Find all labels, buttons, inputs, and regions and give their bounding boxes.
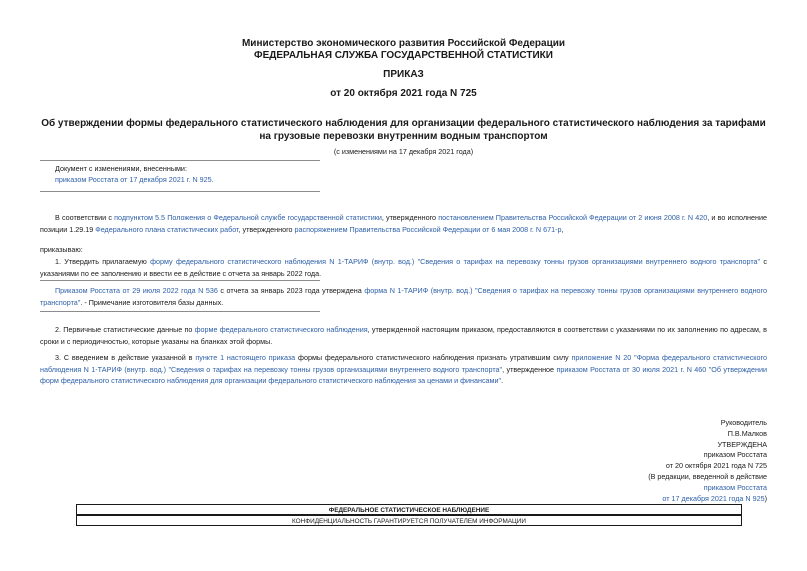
approval-close: ) [764,493,767,503]
item-3-text: , утвержденное [502,364,557,374]
signature-name: П.В.Малков [727,428,767,438]
item-3-text: 3. С введением в действие указанной в [55,353,196,362]
signature-role: Руководитель [720,418,767,427]
approval-by: приказом Росстата [703,450,767,460]
preamble-text: , и во исполнение позиции 1.29.19 [40,213,767,234]
approval-date: от 20 октября 2021 года N 725 [665,461,767,471]
preamble-text: В соответствии с [55,213,115,222]
note-bottom-rule [40,311,320,312]
item-3-paragraph [40,352,767,387]
note-top-rule [40,280,320,281]
approval-link-date[interactable]: от 17 декабря 2021 года N 925 [662,493,765,503]
note-order-link[interactable]: Приказом Росстата от 29 июля 2022 года N 536 [55,286,218,295]
preamble-text: , утвержденного [381,213,439,222]
item-3-appendix-link[interactable]: приложение N 20 "Форма федерального статистического наблюдения N 1-ТАРИФ (внутр. вод.) "Сведения о тарифах на перевозку тонны грузов организациями внутреннего водного транспорта" [40,353,767,374]
page-title: Об утверждении формы федерального статистического наблюдения для организации федерального статистического наблюдения за тарифами на грузовые перевозки внутренним водным транспортом [41,118,766,142]
item-3-order-link[interactable]: приказом Росстата от 30 июля 2021 г. N 460 "Об утверждении форм федерального статистического наблюдения для организации федерального статистического наблюдения за ценами и финансами" [40,364,767,385]
form-header-row-1: ФЕДЕРАЛЬНОЕ СТАТИСТИЧЕСКОЕ НАБЛЮДЕНИЕ [76,504,742,515]
approval-link-order[interactable]: приказом Росстата [703,482,767,492]
item-2-form-link[interactable]: форме федерального статистического наблюдения [194,325,368,334]
preamble-link-order[interactable]: распоряжением Правительства Российской Федерации от 6 мая 2008 г. N 671-р [294,224,562,234]
changes-label: Документ с изменениями, внесенными: [55,164,187,173]
note-form-link[interactable]: форма N 1-ТАРИФ (внутр. вод.) "Сведения о тарифах на перевозку тонны грузов организациями внутреннего водного транспорта" [40,286,767,307]
item-2-text: , утвержденной настоящим приказом, предоставляются в соответствии с указаниями по их заполнению по адресам, в сроки и с периодичностью, которые указаны на бланках этой формы. [40,325,767,346]
doc-type: ПРИКАЗ [383,69,424,80]
preamble-text: , утвержденного [238,224,295,234]
preamble-link-decree[interactable]: постановлением Правительства Российской Федерации от 2 июня 2008 г. N 420 [438,213,708,222]
item-1-paragraph [40,256,767,279]
signature-block [648,418,767,504]
item-1-text: с указаниями по ее заполнению и ввести ее в действие с отчета за январь 2022 года. [40,257,767,278]
form-header-row-2: КОНФИДЕНЦИАЛЬНОСТЬ ГАРАНТИРУЕТСЯ ПОЛУЧАТЕЛЕМ ИНФОРМАЦИИ [76,515,742,526]
changes-bottom-rule [40,191,320,192]
editor-note [40,285,767,308]
item-1-form-link[interactable]: форму федерального статистического наблюдения N 1-ТАРИФ (внутр. вод.) "Сведения о тарифах на перевозку тонны грузов организациями внутреннего водного транспорта" [150,257,761,266]
approval-approved: УТВЕРЖДЕНА [717,439,767,449]
item-1-text: 1. Утвердить прилагаемую [55,257,151,266]
item-3-clause-link[interactable]: пункте 1 настоящего приказа [195,353,296,362]
item-2-paragraph [40,324,767,347]
note-text: с отчета за январь 2023 года утверждена [217,286,365,295]
changes-link[interactable]: приказом Росстата от 17 декабря 2021 г. N 925. [55,175,214,184]
note-text: . - Примечание изготовителя базы данных. [80,297,224,307]
order-word: приказываю: [40,245,83,254]
item-3-text: . [501,376,504,385]
service-name: ФЕДЕРАЛЬНАЯ СЛУЖБА ГОСУДАРСТВЕННОЙ СТАТИСТИКИ [254,50,553,61]
changes-top-rule [40,160,320,161]
amendment-note: (с изменениями на 17 декабря 2021 года) [333,147,474,156]
item-2-text: 2. Первичные статистические данные по [55,325,195,334]
preamble-link-regulation[interactable]: подпунктом 5.5 Положения о Федеральной службе государственной статистики [114,213,382,222]
doc-date-number: от 20 октября 2021 года N 725 [330,88,477,99]
approval-edition: (В редакции, введенной в действие [648,471,767,481]
preamble-text: , [561,224,564,234]
ministry-name: Министерство экономического развития Российской Федерации [241,38,566,49]
item-3-text: формы федерального статистического наблюдения признать утратившим силу [295,353,572,362]
preamble-link-plan[interactable]: Федерального плана статистических работ [95,224,239,234]
preamble-paragraph [40,212,767,235]
